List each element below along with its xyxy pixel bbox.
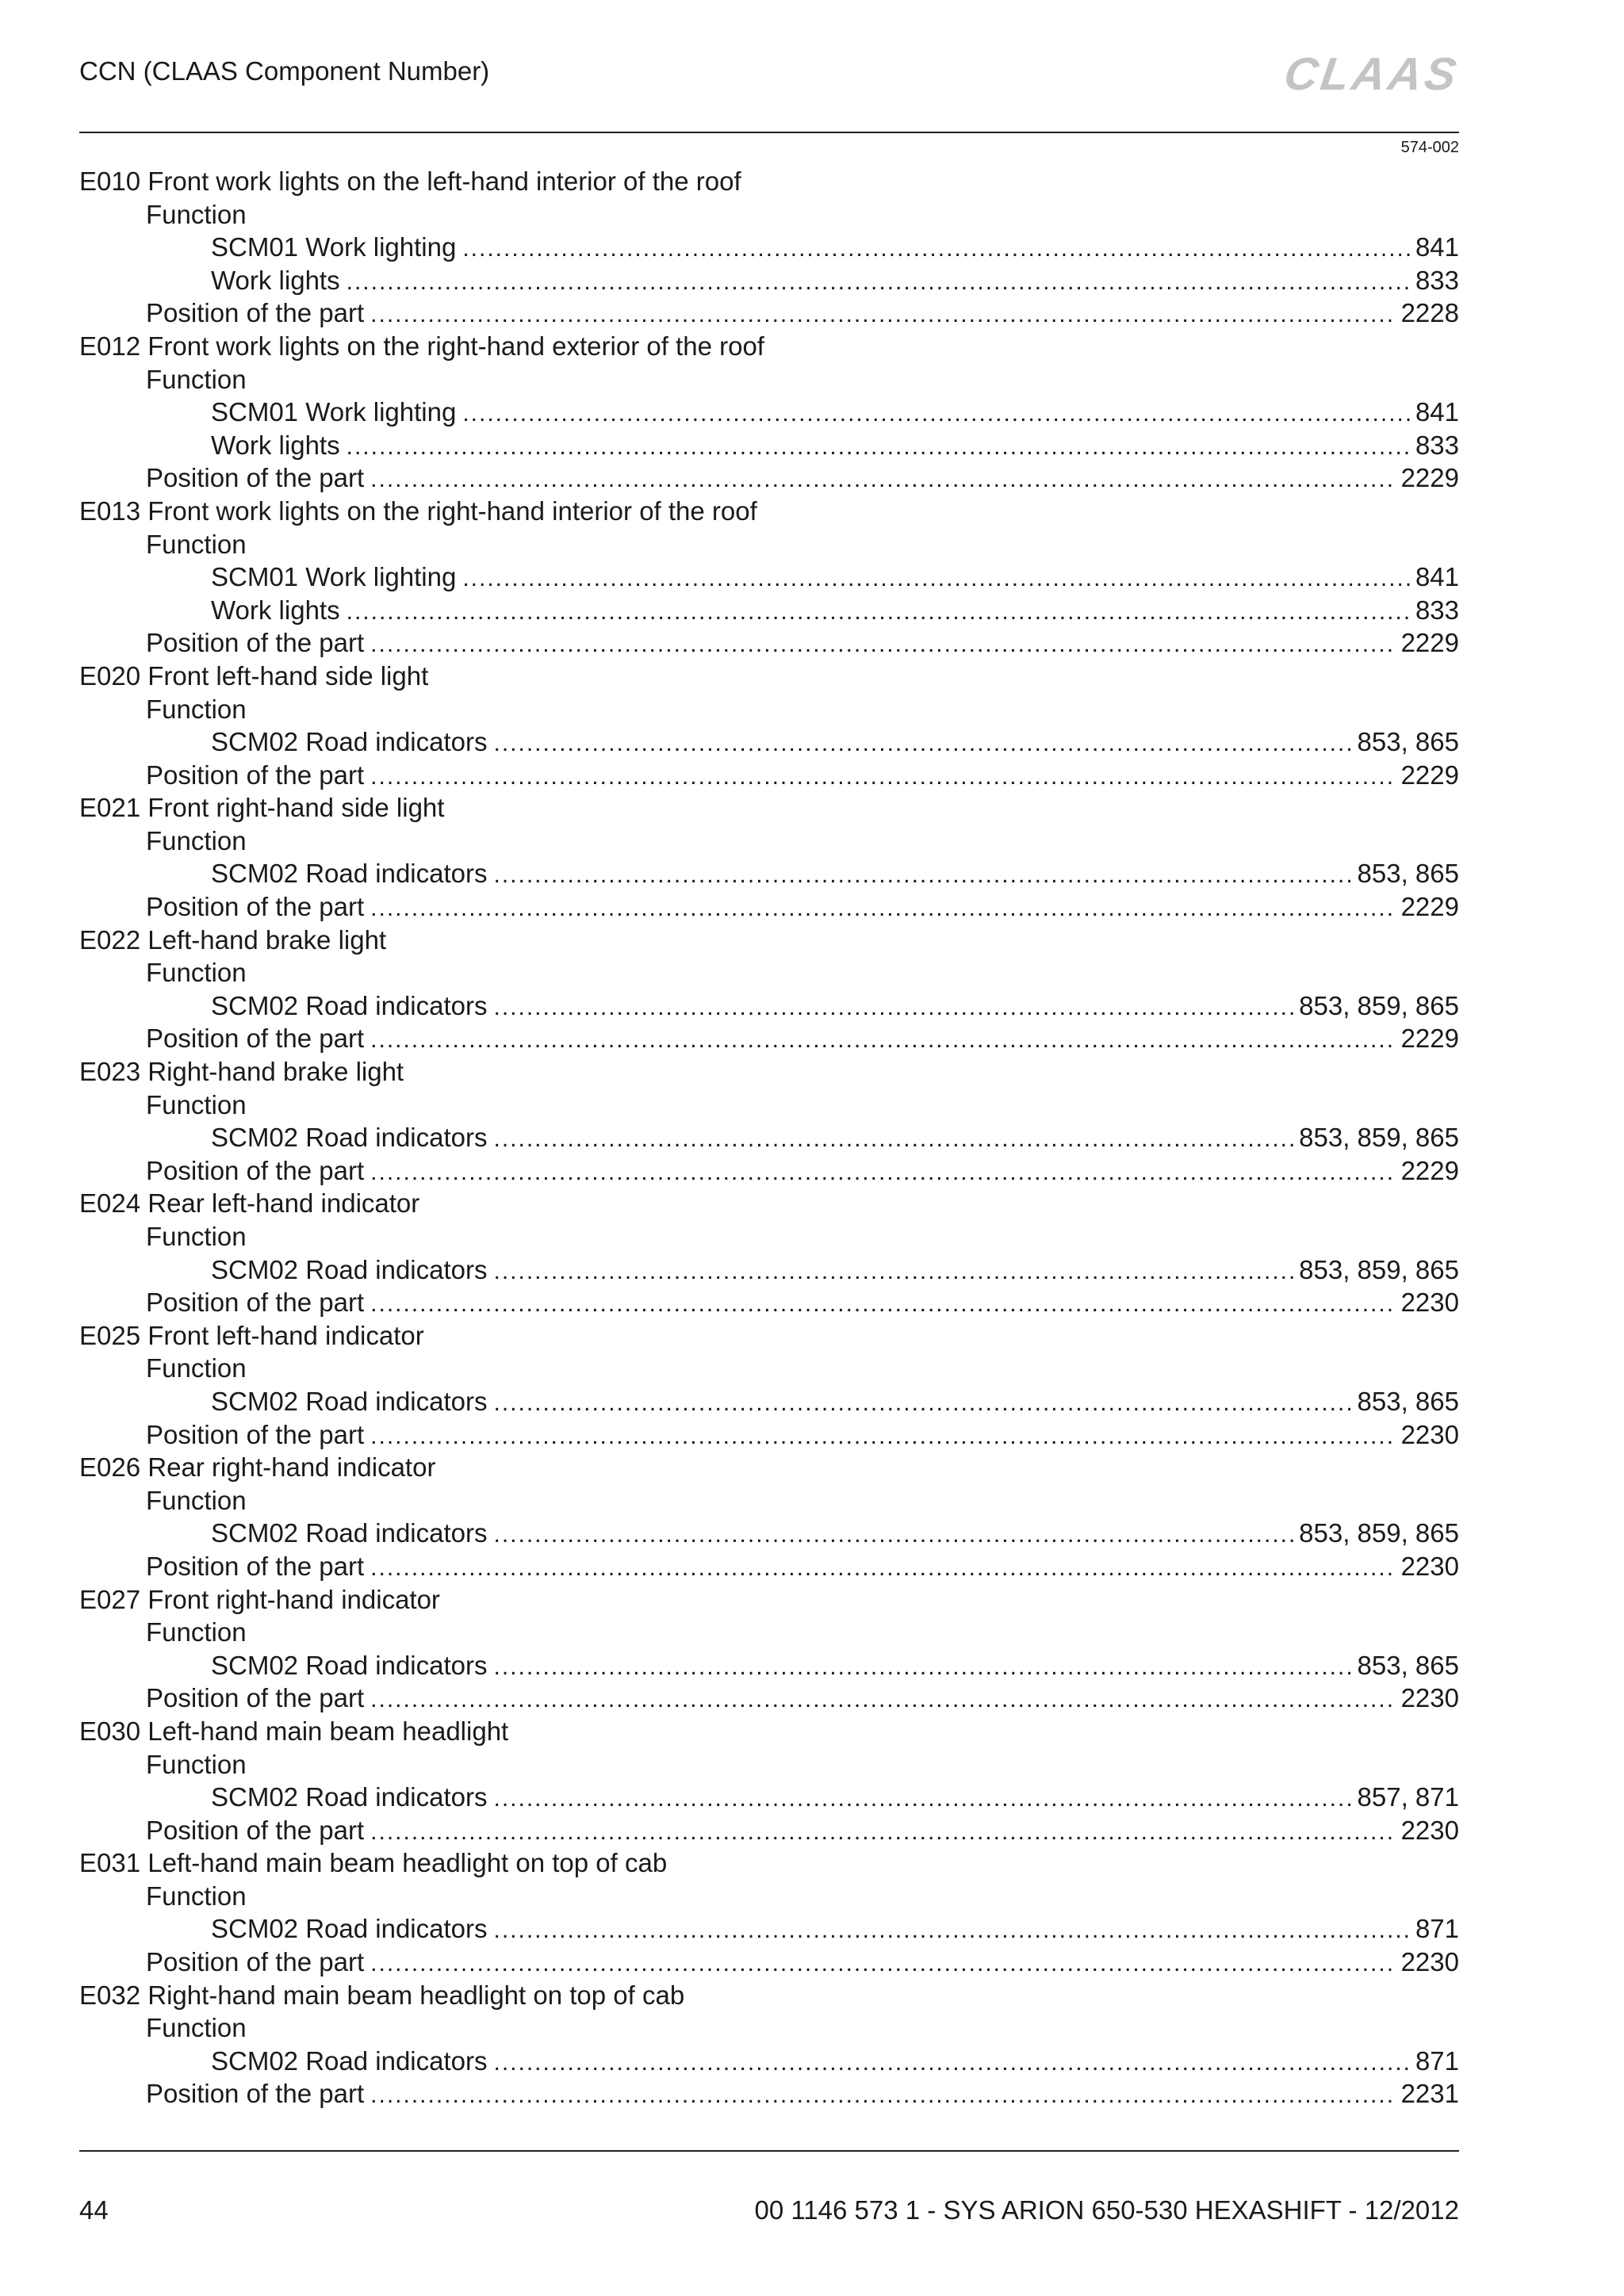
dot-leader: [494, 1782, 1353, 1816]
function-entry: [79, 231, 1459, 264]
dot-leader: [494, 991, 1295, 1024]
dot-leader: [370, 628, 1396, 661]
function-label: [79, 2011, 1459, 2045]
position-entry-label: Position of the part: [146, 2079, 365, 2109]
function-label: [79, 1748, 1459, 1781]
function-entry: [79, 857, 1459, 890]
dot-leader: [462, 562, 1411, 595]
function-entry-label: SCM02 Road indicators: [211, 1254, 488, 1284]
page-reference[interactable]: 871: [1415, 1914, 1459, 1944]
function-entry-label: SCM02 Road indicators: [211, 2045, 488, 2076]
dot-leader: [494, 1123, 1295, 1156]
component-heading: [79, 1187, 1459, 1220]
function-label: [79, 693, 1459, 726]
function-label: [79, 1880, 1459, 1913]
function-label-label: Function: [146, 694, 247, 724]
function-label: [79, 1616, 1459, 1649]
component-heading-label: E012 Front work lights on the right-hand exterior of the roof: [79, 331, 764, 361]
function-label: [79, 1352, 1459, 1385]
function-entry-label: SCM02 Road indicators: [211, 1914, 488, 1944]
function-entry: [79, 1649, 1459, 1682]
position-entry-label: Position of the part: [146, 628, 365, 658]
dot-leader: [370, 1947, 1396, 1980]
position-entry: [79, 1682, 1459, 1715]
document-reference: 00 1146 573 1 - SYS ARION 650-530 HEXASHIFT - 12/2012: [754, 2195, 1459, 2225]
function-label-label: Function: [146, 1749, 247, 1779]
dot-leader: [494, 859, 1353, 892]
dot-leader: [370, 1156, 1396, 1189]
position-entry: [79, 461, 1459, 495]
function-label-label: Function: [146, 529, 247, 559]
function-label-label: Function: [146, 1222, 247, 1251]
dot-leader: [370, 1024, 1396, 1057]
position-entry: [79, 1946, 1459, 1979]
dot-leader: [494, 2046, 1411, 2080]
function-label: [79, 1089, 1459, 1122]
page-reference[interactable]: 2229: [1400, 1155, 1459, 1185]
page-reference[interactable]: 2230: [1400, 1288, 1459, 1318]
page-reference[interactable]: 853, 859, 865: [1299, 1518, 1459, 1548]
position-entry: [79, 1814, 1459, 1847]
function-label-label: Function: [146, 1089, 247, 1119]
function-entry-label: SCM02 Road indicators: [211, 727, 488, 757]
page-reference[interactable]: 853, 865: [1357, 859, 1459, 889]
component-heading: [79, 495, 1459, 528]
dot-leader: [370, 892, 1396, 925]
function-label-label: Function: [146, 825, 247, 855]
page-reference[interactable]: 2229: [1400, 463, 1459, 493]
dot-leader: [370, 1683, 1396, 1716]
page-reference[interactable]: 2230: [1400, 1419, 1459, 1449]
header-divider: [79, 132, 1459, 133]
page-reference[interactable]: 2229: [1400, 628, 1459, 658]
component-heading-label: E021 Front right-hand side light: [79, 793, 445, 823]
component-heading: [79, 924, 1459, 957]
dot-leader: [494, 1518, 1295, 1552]
component-heading: [79, 1979, 1459, 2012]
page-number: 44: [79, 2195, 109, 2225]
function-entry-label: SCM01 Work lighting: [211, 397, 457, 427]
position-entry-label: Position of the part: [146, 1947, 365, 1977]
page-reference[interactable]: 853, 865: [1357, 1386, 1459, 1416]
function-entry: [79, 1517, 1459, 1550]
position-entry-label: Position of the part: [146, 1551, 365, 1581]
page-reference[interactable]: 833: [1415, 430, 1459, 460]
function-entry: [79, 2045, 1459, 2078]
position-entry: [79, 890, 1459, 924]
position-entry: [79, 626, 1459, 660]
function-label: [79, 363, 1459, 396]
page-reference[interactable]: 853, 859, 865: [1299, 990, 1459, 1020]
dot-leader: [462, 397, 1411, 430]
dot-leader: [494, 1255, 1295, 1288]
component-heading-label: E026 Rear right-hand indicator: [79, 1452, 436, 1483]
function-entry: [79, 725, 1459, 759]
function-label-label: Function: [146, 1485, 247, 1515]
function-label: [79, 825, 1459, 858]
function-entry-label: SCM02 Road indicators: [211, 859, 488, 889]
position-entry: [79, 1418, 1459, 1452]
page-reference[interactable]: 2230: [1400, 1683, 1459, 1713]
function-entry-label: SCM02 Road indicators: [211, 990, 488, 1020]
position-entry: [79, 1550, 1459, 1583]
function-entry: [79, 1253, 1459, 1287]
page-reference[interactable]: 2231: [1400, 2079, 1459, 2109]
function-entry: [79, 429, 1459, 462]
position-entry-label: Position of the part: [146, 1815, 365, 1845]
position-entry-label: Position of the part: [146, 463, 365, 493]
dot-leader: [370, 1816, 1396, 1849]
function-entry-label: SCM02 Road indicators: [211, 1386, 488, 1416]
function-entry: [79, 1781, 1459, 1814]
function-label-label: Function: [146, 2013, 247, 2043]
dot-leader: [370, 2079, 1396, 2112]
component-heading: [79, 165, 1459, 198]
position-entry-label: Position of the part: [146, 1024, 365, 1054]
function-label: [79, 1484, 1459, 1517]
component-heading: [79, 1715, 1459, 1748]
function-label-label: Function: [146, 1353, 247, 1383]
component-heading-label: E031 Left-hand main beam headlight on top of cab: [79, 1848, 668, 1878]
function-label: [79, 198, 1459, 232]
dot-leader: [370, 298, 1396, 331]
page-reference[interactable]: 2228: [1400, 298, 1459, 328]
function-label-label: Function: [146, 1617, 247, 1647]
function-entry-label: SCM02 Road indicators: [211, 1123, 488, 1153]
dot-leader: [370, 1552, 1396, 1585]
component-heading: [79, 660, 1459, 693]
position-entry: [79, 759, 1459, 792]
function-entry-label: Work lights: [211, 595, 340, 625]
component-heading: [79, 791, 1459, 825]
dot-leader: [370, 1288, 1396, 1321]
component-heading: [79, 1583, 1459, 1617]
position-entry-label: Position of the part: [146, 892, 365, 922]
function-entry: [79, 396, 1459, 429]
component-heading: [79, 1319, 1459, 1353]
page-reference[interactable]: 2229: [1400, 760, 1459, 790]
function-entry-label: SCM01 Work lighting: [211, 562, 457, 592]
function-label: [79, 1220, 1459, 1253]
function-entry-label: SCM02 Road indicators: [211, 1518, 488, 1548]
component-index: [79, 165, 1459, 2110]
position-entry: [79, 2077, 1459, 2110]
dot-leader: [370, 760, 1396, 794]
dot-leader: [347, 595, 1411, 629]
component-heading: [79, 1846, 1459, 1880]
function-entry-label: Work lights: [211, 265, 340, 295]
function-entry: [79, 264, 1459, 297]
component-heading-label: E010 Front work lights on the left-hand interior of the roof: [79, 166, 741, 196]
function-label-label: Function: [146, 1881, 247, 1911]
dot-leader: [494, 1914, 1411, 1947]
page-reference[interactable]: 871: [1415, 2045, 1459, 2076]
page-reference[interactable]: 853, 859, 865: [1299, 1254, 1459, 1284]
function-label: [79, 956, 1459, 989]
page-title: CCN (CLAAS Component Number): [79, 56, 490, 86]
page-reference[interactable]: 2229: [1400, 1024, 1459, 1054]
component-heading-label: E022 Left-hand brake light: [79, 924, 387, 955]
component-heading-label: E025 Front left-hand indicator: [79, 1320, 424, 1350]
position-entry-label: Position of the part: [146, 760, 365, 790]
component-heading: [79, 1055, 1459, 1089]
function-label: [79, 528, 1459, 561]
component-heading-label: E020 Front left-hand side light: [79, 660, 429, 691]
page-reference[interactable]: 841: [1415, 562, 1459, 592]
footer-divider: [79, 2150, 1459, 2152]
position-entry: [79, 1154, 1459, 1188]
function-entry: [79, 561, 1459, 594]
component-heading-label: E027 Front right-hand indicator: [79, 1584, 440, 1614]
component-heading-label: E032 Right-hand main beam headlight on top of cab: [79, 1980, 685, 2010]
position-entry-label: Position of the part: [146, 298, 365, 328]
page-reference[interactable]: 833: [1415, 595, 1459, 625]
component-heading-label: E024 Rear left-hand indicator: [79, 1188, 420, 1219]
doc-code: 574-002: [1400, 139, 1459, 156]
page-reference[interactable]: 853, 859, 865: [1299, 1123, 1459, 1153]
page-reference[interactable]: 853, 865: [1357, 1650, 1459, 1680]
component-heading-label: E013 Front work lights on the right-hand interior of the roof: [79, 496, 757, 526]
page-reference[interactable]: 2230: [1400, 1947, 1459, 1977]
component-heading: [79, 330, 1459, 363]
page-reference[interactable]: 841: [1415, 232, 1459, 262]
page-reference[interactable]: 2230: [1400, 1551, 1459, 1581]
function-entry-label: SCM02 Road indicators: [211, 1650, 488, 1680]
component-heading: [79, 1451, 1459, 1484]
dot-leader: [370, 1420, 1396, 1453]
component-heading-label: E030 Left-hand main beam headlight: [79, 1716, 509, 1746]
dot-leader: [494, 1387, 1353, 1420]
claas-logo: CLAAS: [1281, 48, 1463, 100]
position-entry-label: Position of the part: [146, 1155, 365, 1185]
function-label-label: Function: [146, 364, 247, 394]
dot-leader: [370, 463, 1396, 496]
position-entry: [79, 1022, 1459, 1055]
function-entry-label: SCM01 Work lighting: [211, 232, 457, 262]
page-reference[interactable]: 833: [1415, 265, 1459, 295]
function-entry: [79, 1912, 1459, 1946]
page-header: [79, 48, 1463, 100]
position-entry: [79, 1286, 1459, 1319]
dot-leader: [494, 727, 1353, 760]
page-reference[interactable]: 2230: [1400, 1815, 1459, 1845]
position-entry-label: Position of the part: [146, 1288, 365, 1318]
dot-leader: [347, 266, 1411, 299]
dot-leader: [462, 232, 1411, 266]
page-reference[interactable]: 2229: [1400, 892, 1459, 922]
function-entry-label: SCM02 Road indicators: [211, 1782, 488, 1812]
dot-leader: [347, 430, 1411, 464]
page-reference[interactable]: 841: [1415, 397, 1459, 427]
function-entry: [79, 1121, 1459, 1154]
position-entry-label: Position of the part: [146, 1683, 365, 1713]
function-entry: [79, 989, 1459, 1023]
function-label-label: Function: [146, 199, 247, 229]
function-label-label: Function: [146, 958, 247, 988]
page-reference[interactable]: 853, 865: [1357, 727, 1459, 757]
function-entry: [79, 1385, 1459, 1418]
component-heading-label: E023 Right-hand brake light: [79, 1057, 404, 1087]
position-entry: [79, 297, 1459, 330]
function-entry-label: Work lights: [211, 430, 340, 460]
page-reference[interactable]: 857, 871: [1357, 1782, 1459, 1812]
function-entry: [79, 594, 1459, 627]
position-entry-label: Position of the part: [146, 1419, 365, 1449]
dot-leader: [494, 1651, 1353, 1684]
